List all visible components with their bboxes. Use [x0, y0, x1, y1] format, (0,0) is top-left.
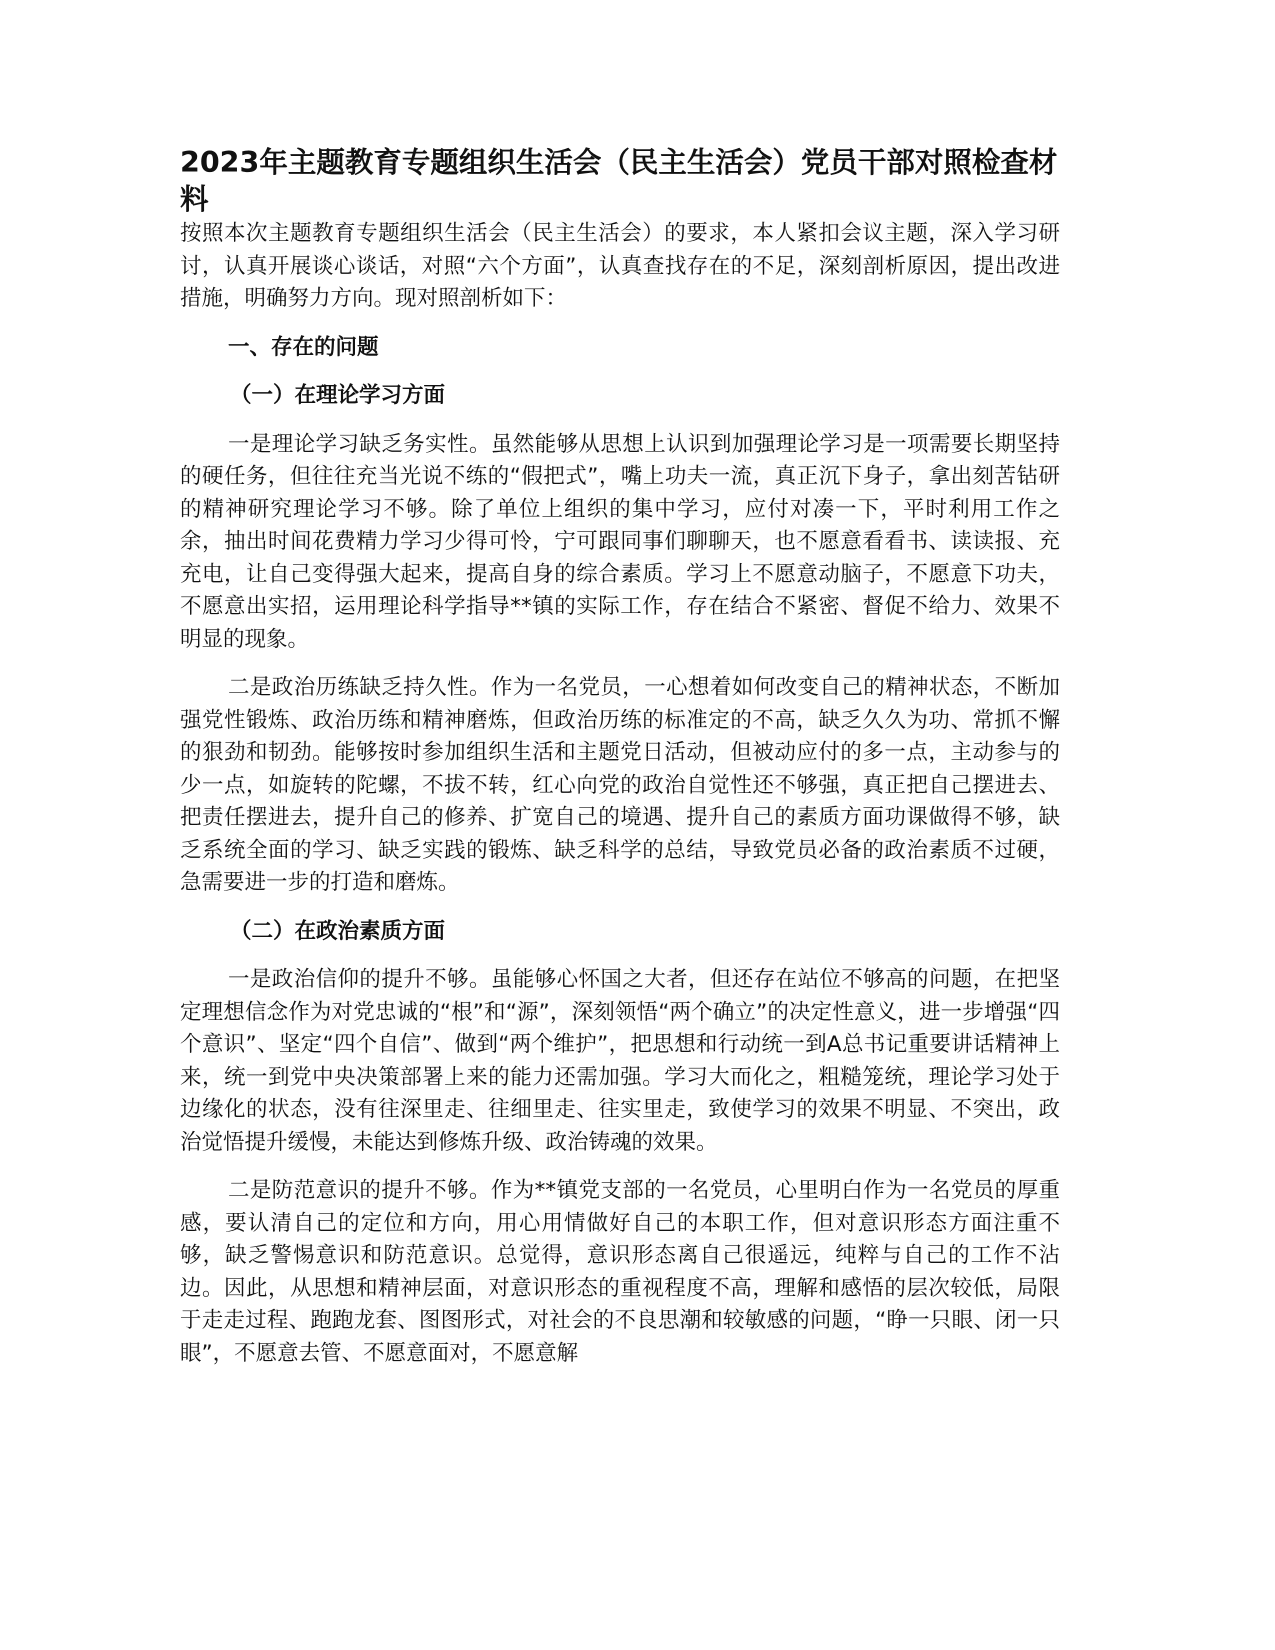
document-page: [180, 144, 1060, 1370]
subsection-heading-political-quality: （二）在政治素质方面: [230, 918, 446, 944]
paragraph-political-1: 一是政治信仰的提升不够。虽能够心怀国之大者，但还存在站位不够高的问题，在把坚定理想信念作为对党忠诚的“根”和“源”，深刻领悟“两个确立”的决定性意义，进一步增强“四个意识”、坚定“四个自信”、做到“两个维护”，把思想和行动统一到A总书记重要讲话精神上来，统一到党中央决策部署上来的能力还需加强。学习大而化之，粗糙笼统，理论学习处于边缘化的状态，没有往深里走、往细里走、往实里走，致使学习的效果不明显、不突出，政治觉悟提升缓慢，未能达到修炼升级、政治铸魂的效果。: [180, 967, 1060, 1155]
paragraph-political-2: 二是防范意识的提升不够。作为**镇党支部的一名党员，心里明白作为一名党员的厚重感，要认清自己的定位和方向，用心用情做好自己的本职工作，但对意识形态方面注重不够，缺乏警惕意识和防范意识。总觉得，意识形态离自己很遥远，纯粹与自己的工作不沾边。因此，从思想和精神层面，对意识形态的重视程度不高，理解和感悟的层次较低，局限于走走过程、跑跑龙套、图图形式，对社会的不良思潮和较敏感的问题，“睁一只眼、闭一只眼”，不愿意去管、不愿意面对，不愿意解: [180, 1178, 1060, 1366]
paragraph-theory-2: 二是政治历练缺乏持久性。作为一名党员，一心想着如何改变自己的精神状态，不断加强党性锻炼、政治历练和精神磨炼，但政治历练的标准定的不高，缺乏久久为功、常抓不懈的狠劲和韧劲。能够按时参加组织生活和主题党日活动，但被动应付的多一点，主动参与的少一点，如旋转的陀螺，不拔不转，红心向党的政治自觉性还不够强，真正把自己摆进去、把责任摆进去，提升自己的修养、扩宽自己的境遇、提升自己的素质方面功课做得不够，缺乏系统全面的学习、缺乏实践的锻炼、缺乏科学的总结，导致党员必备的政治素质不过硬，急需要进一步的打造和磨炼。: [180, 675, 1060, 895]
section-heading-problems: 一、存在的问题: [228, 334, 379, 360]
subsection-heading-theory-study: （一）在理论学习方面: [230, 383, 446, 408]
paragraph-theory-1: 一是理论学习缺乏务实性。虽然能够从思想上认识到加强理论学习是一项需要长期坚持的硬任务，但往往充当光说不练的“假把式”，嘴上功夫一流，真正沉下身子，拿出刻苦钻研的精神研究理论学习不够。除了单位上组织的集中学习，应付对凑一下，平时利用工作之余，抽出时间花费精力学习少得可怜，宁可跟同事们聊聊天，也不愿意看看书、读读报、充充电，让自己变得强大起来，提高自身的综合素质。学习上不愿意动脑子，不愿意下功夫，不愿意出实招，运用理论科学指导**镇的实际工作，存在结合不紧密、督促不给力、效果不明显的现象。: [180, 431, 1060, 652]
intro-paragraph: 按照本次主题教育专题组织生活会（民主生活会）的要求，本人紧扣会议主题，深入学习研讨，认真开展谈心谈话，对照“六个方面”，认真查找存在的不足，深刻剖析原因，提出改进措施，明确努力方向。现对照剖析如下：: [180, 221, 1060, 311]
document-title: 2023年主题教育专题组织生活会（民主生活会）党员干部对照检查材料: [180, 146, 1058, 216]
